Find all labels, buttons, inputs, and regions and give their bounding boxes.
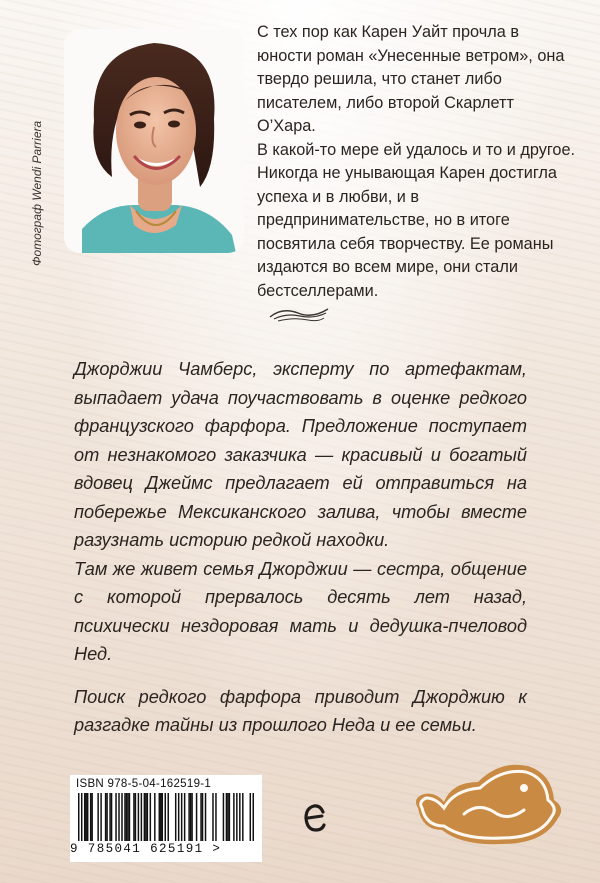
book-annotation — [74, 355, 527, 740]
flourish-ornament — [268, 303, 332, 325]
author-portrait-illustration — [64, 29, 244, 253]
annotation-paragraph: Поиск редкого фарфора приводит Джорджию к разгадке тайны из прошлого Неда и ее семьи. — [74, 686, 527, 735]
author-photo — [64, 29, 244, 253]
publisher-logo-icon — [304, 803, 326, 833]
barcode-bars — [78, 793, 254, 841]
author-bio — [257, 21, 577, 303]
annotation-paragraph: Джорджии Чамберс, эксперту по артефактам, выпадает удача поучаствовать в оценке редкого французского фарфора. Предложение поступает от незнакомого заказчика — красивый и богатый вдовец Джеймс предлагает ей отправиться на побережье Мексиканского залива, чтобы вместе разузнать историю редкой находки. — [74, 359, 527, 550]
bio-paragraph: В какой-то мере ей удалось и то и другое. Никогда не унывающая Карен достигла успеха и в любви, и в предпринимательстве, но в итоге посвятила себя творчеству. Ее романы издаются во всем мире, они стали бестселлерами. — [257, 140, 576, 300]
photo-credit: Фотограф Wendi Parriera — [30, 120, 44, 266]
barcode-digits: 9 785041 625191 > — [70, 842, 222, 856]
bird-cookie-illustration — [408, 756, 570, 856]
isbn-label: ISBN 978-5-04-162519-1 — [76, 778, 212, 790]
annotation-paragraph: Там же живет семья Джорджии — сестра, общение с которой прервалось десять лет назад, психически нездоровая мать и дедушка-пчеловод Нед. — [74, 558, 527, 664]
barcode-panel — [70, 775, 262, 862]
bio-paragraph: С тех пор как Карен Уайт прочла в юности роман «Унесенные ветром», она твердо решила, что станет либо писателем, либо второй Скарлетт О’Хара. — [257, 23, 565, 135]
